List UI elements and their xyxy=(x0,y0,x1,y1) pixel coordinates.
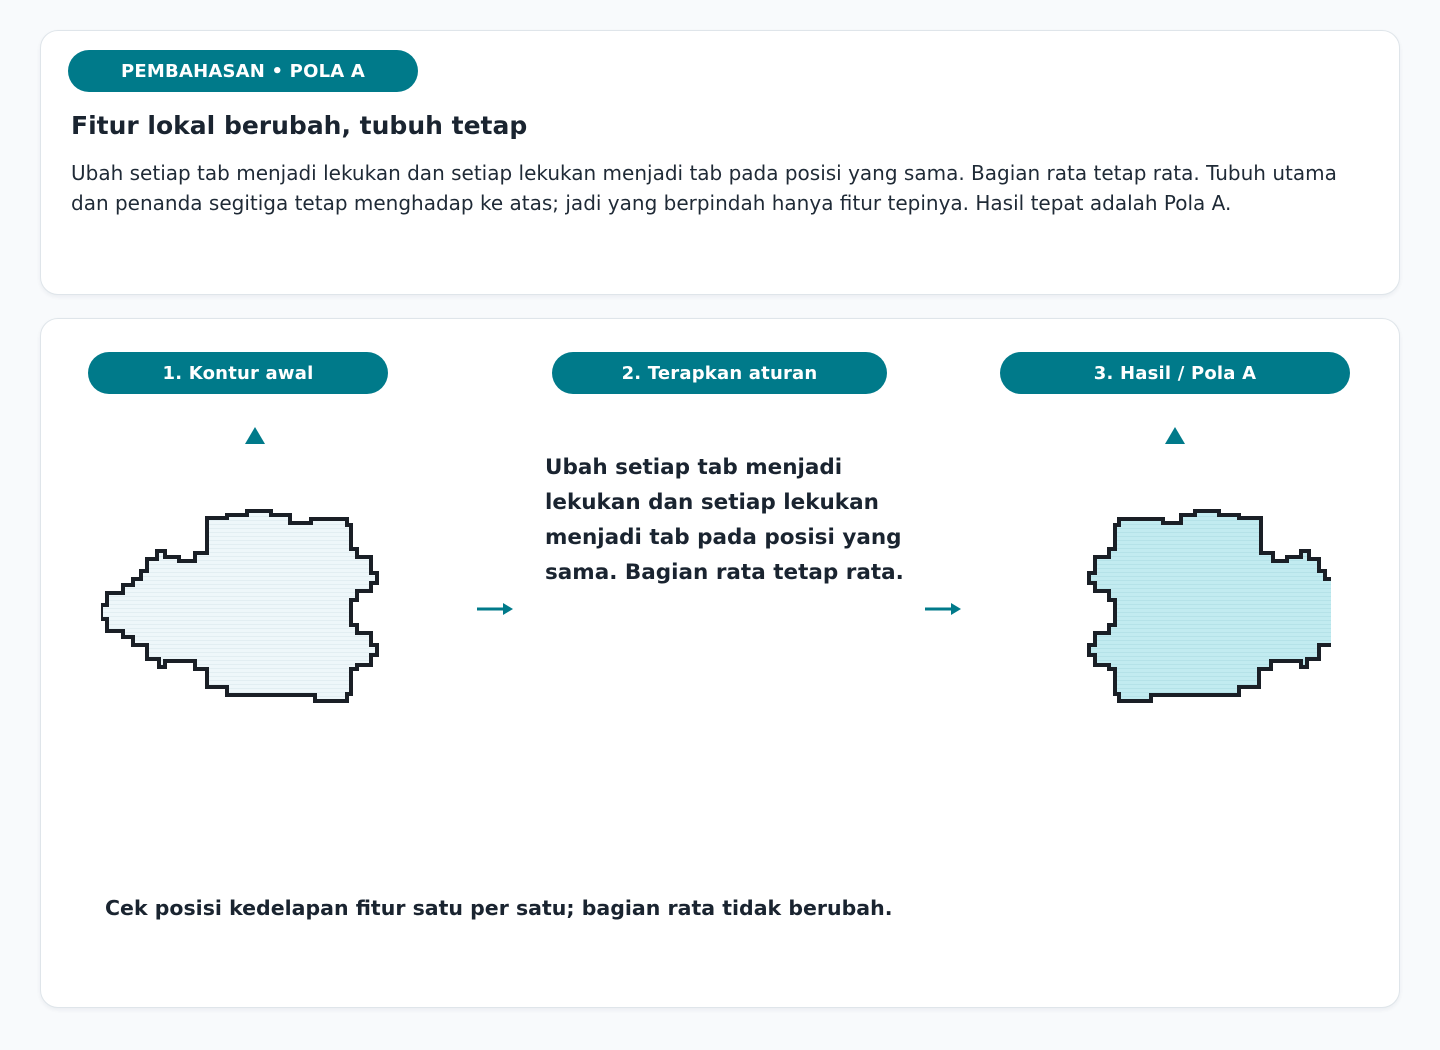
triangle-up-icon xyxy=(245,427,265,444)
triangle-up-icon xyxy=(1165,427,1185,444)
arrow-right-icon xyxy=(475,599,515,619)
step-1-label: 1. Kontur awal xyxy=(88,352,388,394)
arrow-right-icon xyxy=(923,599,963,619)
explanation-text: Ubah setiap tab menjadi lekukan dan setiap lekukan menjadi tab pada posisi yang sama. Bagian rata tetap rata. Tubuh utama dan penanda segitiga tetap menghadap ke atas; jadi yang berpindah hanya fitur tepinya. Hasil tepat adalah Pola A. xyxy=(71,161,1337,215)
explanation-title: Fitur lokal berubah, tubuh tetap xyxy=(71,111,528,140)
steps-card xyxy=(40,318,1400,1008)
step-2-label: 2. Terapkan aturan xyxy=(552,352,887,394)
explanation-card xyxy=(40,30,1400,295)
rule-text: Ubah setiap tab menjadi lekukan dan setiap lekukan menjadi tab pada posisi yang sama. Bagian rata tetap rata. xyxy=(545,455,904,585)
footer-note: Cek posisi kedelapan fitur satu per satu; bagian rata tidak berubah. xyxy=(105,896,893,920)
original-contour-shape xyxy=(101,509,381,709)
section-badge: PEMBAHASAN • POLA A xyxy=(68,50,418,92)
result-contour-shape xyxy=(1051,509,1331,709)
step-3-label: 3. Hasil / Pola A xyxy=(1000,352,1350,394)
